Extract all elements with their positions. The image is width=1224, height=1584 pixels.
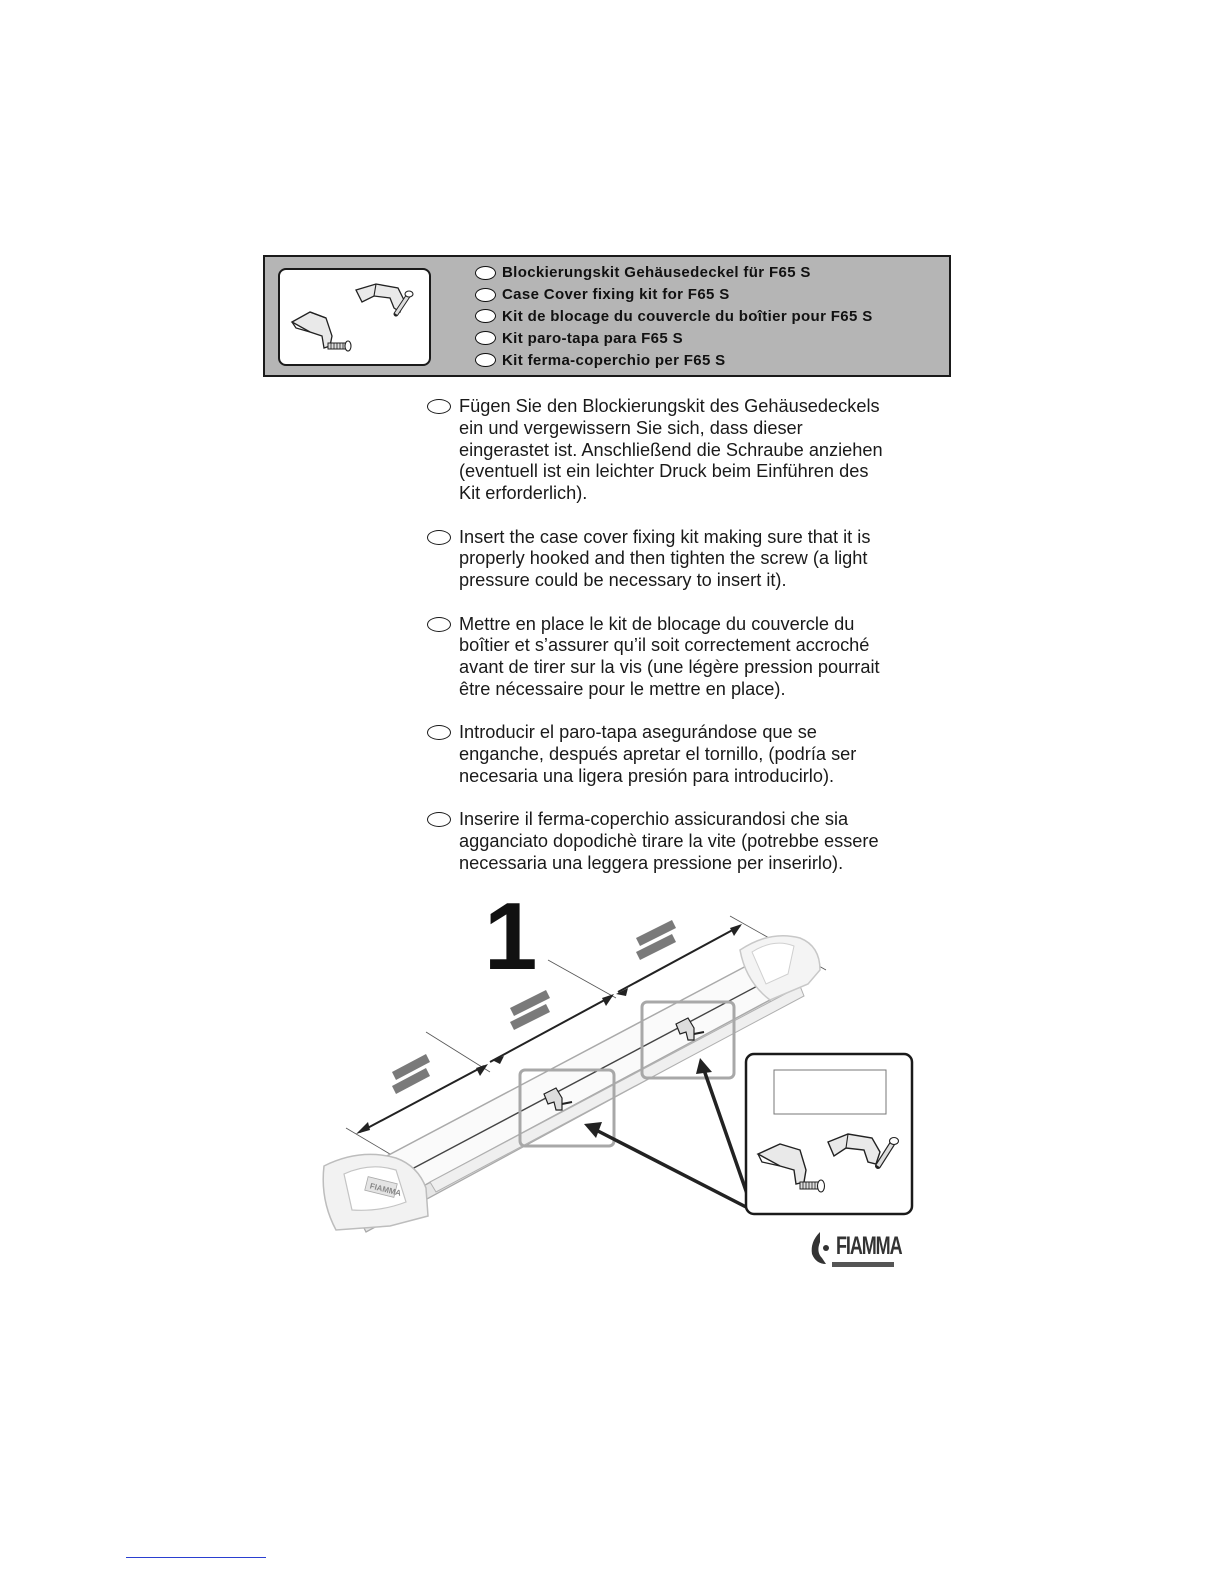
title-line-it	[475, 349, 873, 371]
instruction-es	[427, 722, 927, 787]
step-number: 1	[484, 883, 538, 990]
language-oval-icon	[427, 617, 451, 632]
title-text-es: Kit paro-tapa para F65 S	[502, 329, 683, 347]
title-text-en: Case Cover fixing kit for F65 S	[502, 286, 730, 304]
instruction-text-en: Insert the case cover fixing kit making sure that it is properly hooked and then tighten the screw (a light pressure could be necessary to insert it).	[459, 526, 871, 591]
instruction-text-fr: Mettre en place le kit de blocage du couvercle du boîtier et s’assurer qu’il soit correctement accroché avant de tirer sur la vis (une légère pression pourrait être nécessaire pour le mettre en place).	[459, 613, 880, 699]
product-title-list	[475, 262, 873, 371]
instruction-text-es: Introducir el paro-tapa asegurándose que se enganche, después apretar el tornillo, (podría ser necesaria una ligera presión para introducirlo).	[459, 722, 857, 786]
language-oval-icon	[475, 288, 496, 302]
awning-case-illustration	[300, 883, 940, 1280]
language-oval-icon	[475, 266, 496, 280]
installation-figure	[300, 883, 940, 1280]
language-oval-icon	[427, 530, 451, 545]
fiamma-logo-text: FIAMMA	[836, 1232, 902, 1260]
title-line-en	[475, 284, 873, 306]
product-header-box	[263, 255, 951, 377]
instruction-paragraphs	[427, 396, 927, 896]
title-text-fr: Kit de blocage du couvercle du boîtier pour F65 S	[502, 307, 873, 325]
language-oval-icon	[475, 309, 496, 323]
instruction-fr	[427, 614, 927, 701]
title-line-es	[475, 327, 873, 349]
instruction-text-it: Inserire il ferma-coperchio assicurandosi che sia agganciato dopodichè tirare la vite (potrebbe essere necessaria una leggera pressione per inserirlo).	[459, 809, 879, 873]
title-text-it: Kit ferma-coperchio per F65 S	[502, 351, 726, 369]
language-oval-icon	[427, 399, 451, 414]
language-oval-icon	[427, 725, 451, 740]
end-cap-logo: FIAMMA	[368, 1181, 403, 1198]
title-text-de: Blockierungskit Gehäusedeckel für F65 S	[502, 264, 811, 282]
footer-link-underline[interactable]	[126, 1557, 266, 1559]
title-line-de	[475, 262, 873, 284]
instruction-it	[427, 809, 927, 874]
detail-label-blank	[774, 1070, 886, 1114]
instruction-text-de: Fügen Sie den Blockierungskit des Gehäusedeckels ein und vergewissern Sie sich, dass dieser eingerastet ist. Anschließend die Schraube anziehen (eventuell ist ein leichter Druck beim Einführen des Kit erforderlich).	[459, 396, 883, 504]
kit-thumbnail-frame	[278, 268, 431, 366]
language-oval-icon	[475, 331, 496, 345]
fixing-kit-thumbnail-illustration	[280, 270, 429, 364]
instruction-en	[427, 527, 927, 592]
language-oval-icon	[427, 812, 451, 827]
language-oval-icon	[475, 353, 496, 367]
title-line-fr	[475, 306, 873, 328]
instruction-de	[427, 396, 927, 505]
